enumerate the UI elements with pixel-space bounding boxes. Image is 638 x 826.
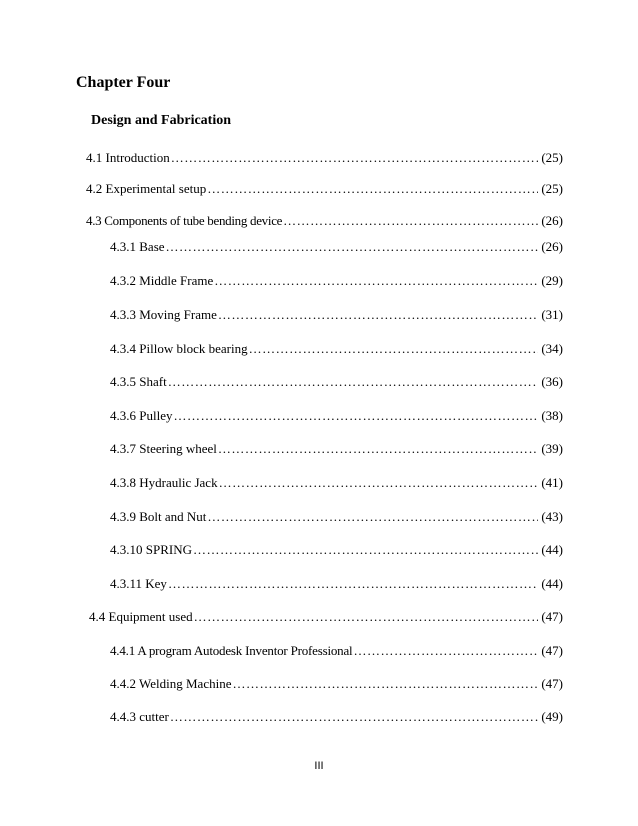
toc-entry-4-3	[86, 213, 563, 229]
toc-entry-4-1	[86, 150, 563, 166]
toc-entry-page: (47)	[541, 643, 563, 658]
toc-leader-dots	[353, 643, 538, 659]
toc-entry-label: 4.4.3 cutter	[110, 709, 169, 724]
toc-entry-page: (34)	[541, 341, 563, 356]
toc-entry-4-3-11	[110, 576, 563, 592]
chapter-title: Chapter Four	[76, 74, 171, 91]
toc-leader-dots	[168, 576, 538, 592]
toc-leader-dots	[232, 676, 538, 692]
toc-entry-4-3-2	[110, 273, 563, 289]
toc-entry-4-3-3	[110, 307, 563, 323]
toc-entry-label: 4.3.5 Shaft	[110, 374, 167, 389]
toc-entry-page: (26)	[541, 213, 563, 228]
toc-entry-page: (38)	[541, 408, 563, 423]
toc-leader-dots	[207, 181, 538, 197]
toc-entry-page: (47)	[541, 609, 563, 624]
toc-leader-dots	[168, 374, 539, 390]
toc-entry-4-3-5	[110, 374, 563, 390]
toc-leader-dots	[218, 441, 538, 457]
toc-entry-label: 4.3.3 Moving Frame	[110, 307, 217, 322]
toc-entry-4-3-8	[110, 475, 563, 491]
toc-entry-page: (41)	[541, 475, 563, 490]
toc-leader-dots	[207, 509, 538, 525]
toc-entry-4-3-6	[110, 408, 563, 424]
toc-entry-label: 4.3 Components of tube bending device	[86, 213, 283, 228]
toc-entry-page: (25)	[541, 150, 563, 165]
toc-entry-label: 4.3.2 Middle Frame	[110, 273, 214, 288]
toc-entry-label: 4.3.6 Pulley	[110, 408, 173, 423]
toc-entry-label: 4.2 Experimental setup	[86, 181, 207, 196]
toc-entry-label: 4.3.11 Key	[110, 576, 167, 591]
toc-entry-4-4-1	[110, 643, 563, 659]
toc-entry-page: (36)	[541, 374, 563, 389]
toc-leader-dots	[166, 239, 539, 255]
toc-entry-4-2	[86, 181, 563, 197]
toc-entry-page: (44)	[541, 576, 563, 591]
toc-entry-4-3-10	[110, 542, 563, 558]
toc-entry-4-4-2	[110, 676, 563, 692]
toc-entry-page: (44)	[541, 542, 563, 557]
toc-leader-dots	[283, 213, 538, 229]
toc-entry-4-4-3	[110, 709, 563, 725]
page-number: III	[314, 760, 324, 772]
toc-leader-dots	[219, 475, 539, 491]
toc-entry-label: 4.3.10 SPRING	[110, 542, 192, 557]
toc-entry-label: 4.4.2 Welding Machine	[110, 676, 232, 691]
toc-entry-page: (49)	[541, 709, 563, 724]
toc-entry-page: (31)	[541, 307, 563, 322]
toc-entry-page: (29)	[541, 273, 563, 288]
toc-entry-label: 4.4.1 A program Autodesk Inventor Professional	[110, 643, 353, 658]
toc-leader-dots	[194, 609, 539, 625]
toc-leader-dots	[170, 709, 538, 725]
toc-entry-label: 4.3.1 Base	[110, 239, 165, 254]
toc-entry-label: 4.3.9 Bolt and Nut	[110, 509, 207, 524]
toc-entry-page: (47)	[541, 676, 563, 691]
toc-entry-label: 4.4 Equipment used	[89, 609, 193, 624]
toc-entry-label: 4.3.7 Steering wheel	[110, 441, 217, 456]
toc-entry-label: 4.3.4 Pillow block bearing	[110, 341, 248, 356]
toc-entry-4-4	[89, 609, 563, 625]
toc-entry-4-3-9	[110, 509, 563, 525]
toc-entry-4-3-7	[110, 441, 563, 457]
toc-entry-page: (39)	[541, 441, 563, 456]
toc-leader-dots	[249, 341, 539, 357]
toc-leader-dots	[214, 273, 538, 289]
toc-entry-page: (25)	[541, 181, 563, 196]
toc-entry-page: (43)	[541, 509, 563, 524]
toc-leader-dots	[173, 408, 538, 424]
toc-entry-page: (26)	[541, 239, 563, 254]
toc-leader-dots	[193, 542, 538, 558]
section-title: Design and Fabrication	[91, 113, 232, 128]
toc-leader-dots	[218, 307, 538, 323]
toc-entry-label: 4.3.8 Hydraulic Jack	[110, 475, 218, 490]
toc-entry-4-3-4	[110, 341, 563, 357]
toc-entry-label: 4.1 Introduction	[86, 150, 170, 165]
toc-entry-4-3-1	[110, 239, 563, 255]
toc-leader-dots	[171, 150, 539, 166]
